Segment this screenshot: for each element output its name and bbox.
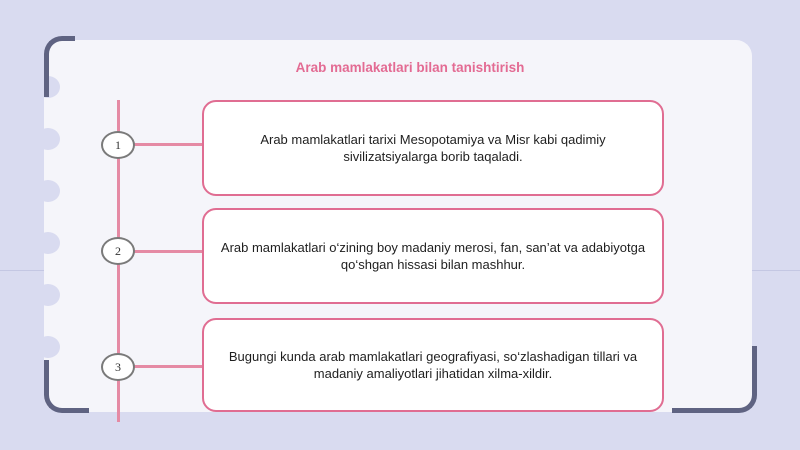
corner-bracket-bottom-right [672, 346, 757, 413]
step-text-1: Arab mamlakatlari tarixi Mesopotamiya va Misr kabi qadimiy sivilizatsiyalarga borib taqaladi. [260, 132, 606, 164]
step-box-1 [202, 100, 664, 196]
binder-hole [36, 284, 60, 306]
step-number-2: 2 [101, 237, 135, 265]
step-text-2: Arab mamlakatlari o‘zining boy madaniy merosi, fan, san’at va adabiyotga qo‘shgan hissasi bilan mashhur. [220, 240, 646, 272]
step-box-2 [202, 208, 664, 304]
step-number-3: 3 [101, 353, 135, 381]
slide-title: Arab mamlakatlari bilan tanishtirish [295, 60, 525, 75]
step-number-1: 1 [101, 131, 135, 159]
step-box-3 [202, 318, 664, 412]
step-connector [133, 143, 203, 146]
corner-bracket-bottom-left [44, 360, 89, 413]
binder-hole [36, 232, 60, 254]
binder-hole [36, 128, 60, 150]
step-connector [133, 365, 203, 368]
step-connector [133, 250, 203, 253]
binder-hole [36, 336, 60, 358]
step-text-3: Bugungi kunda arab mamlakatlari geografiyasi, so‘zlashadigan tillari va madaniy amaliyotlari jihatidan xilma-xildir. [228, 349, 638, 381]
binder-hole [36, 180, 60, 202]
